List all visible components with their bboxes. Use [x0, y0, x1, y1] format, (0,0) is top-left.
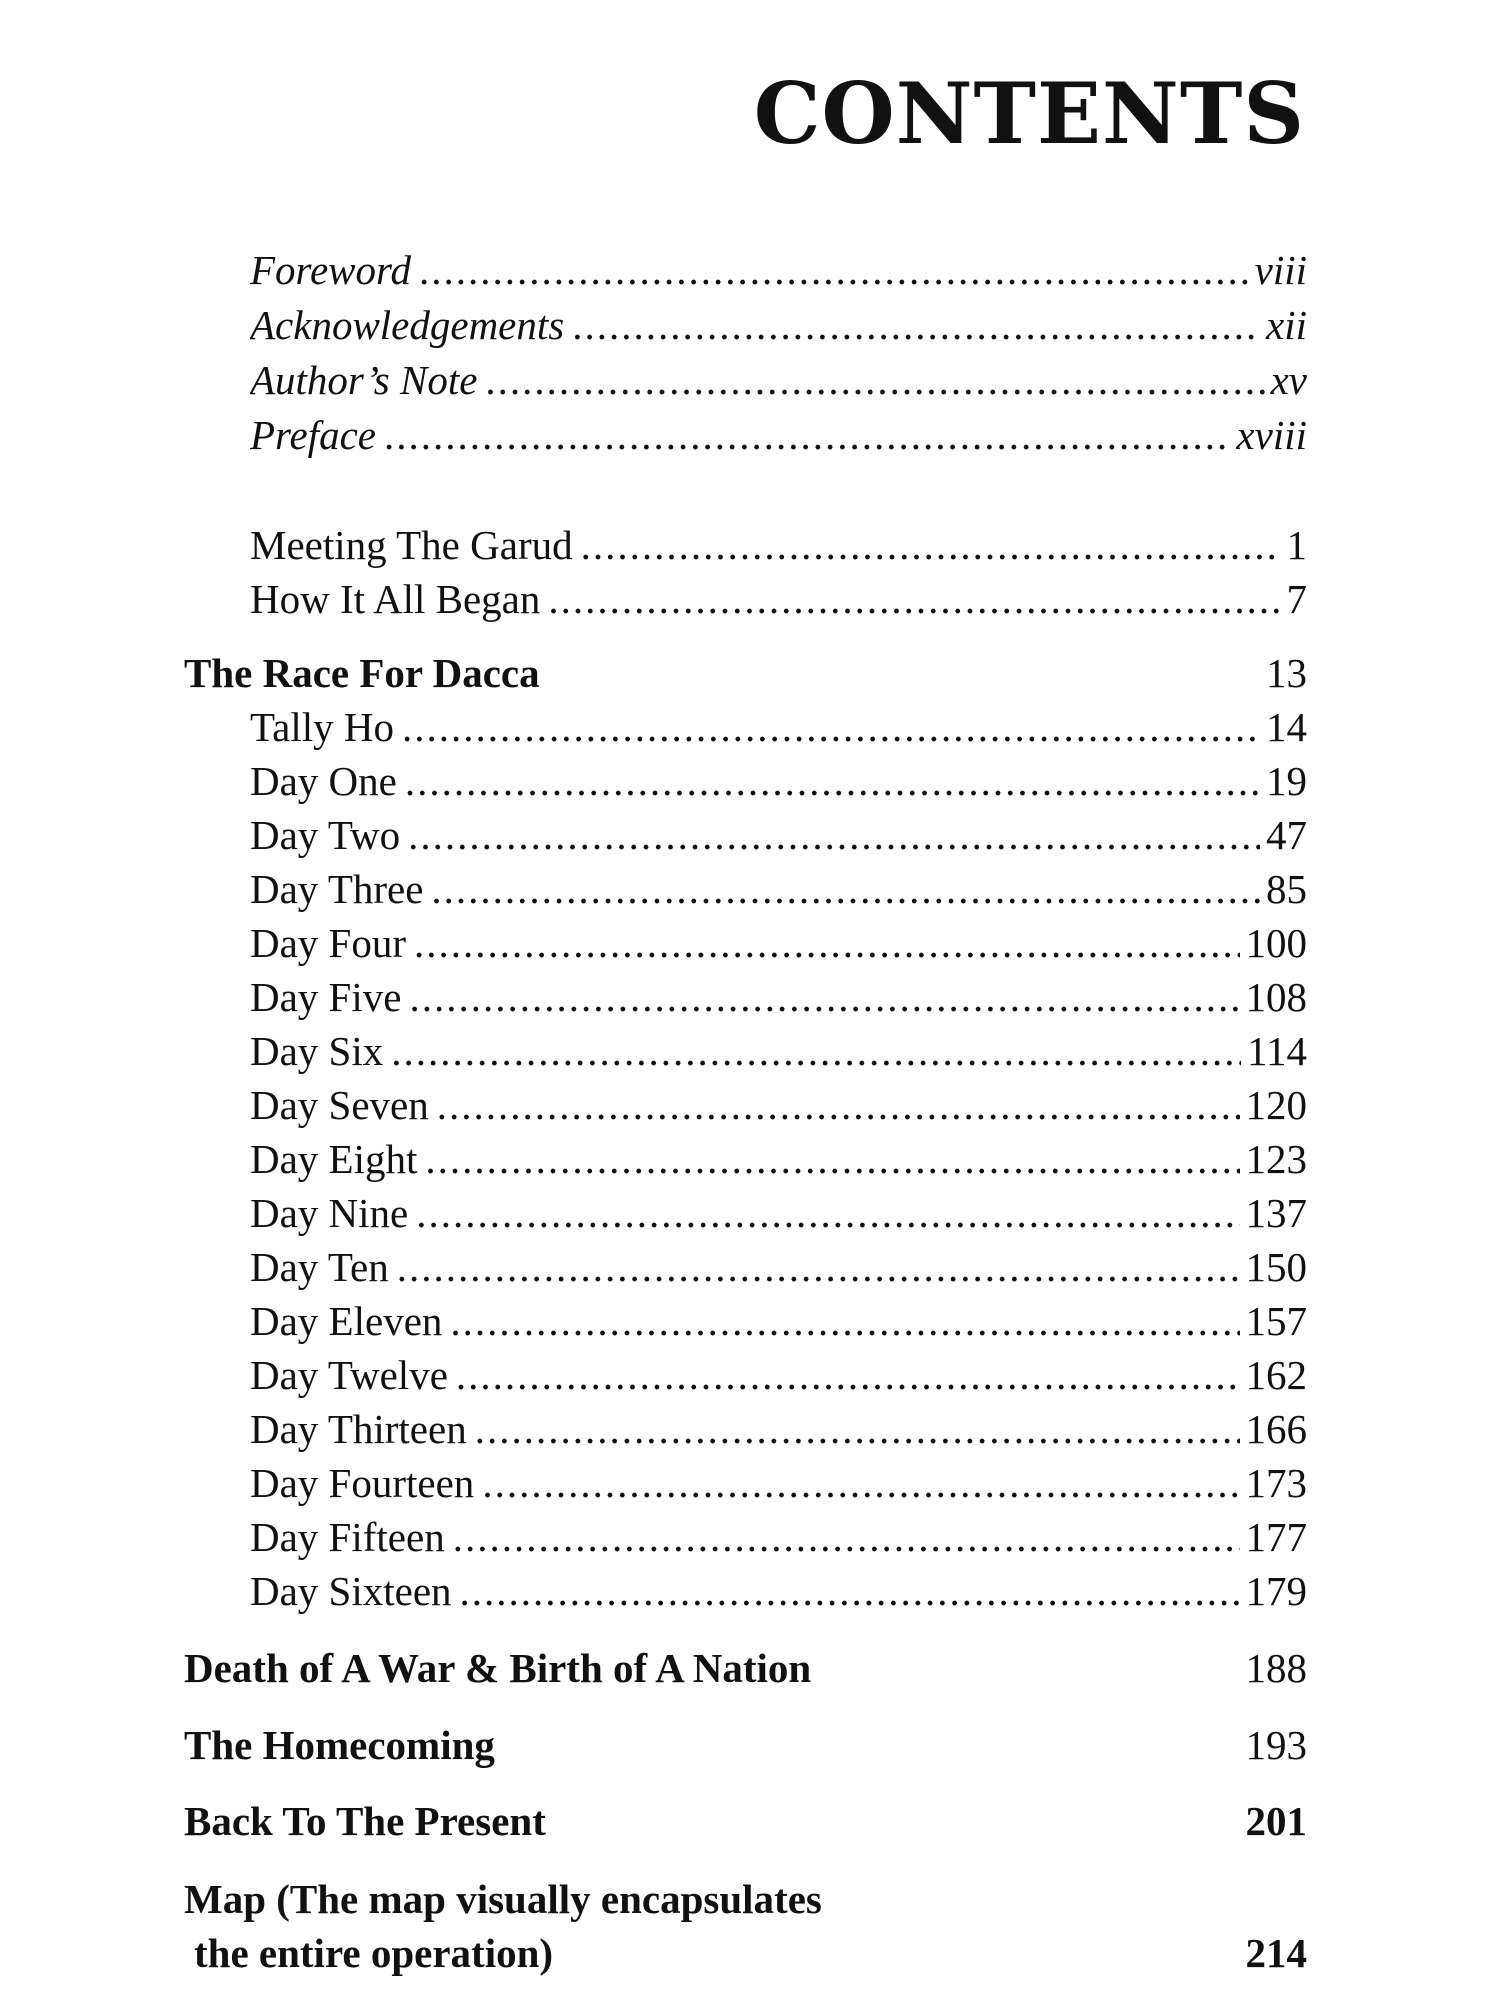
dot-leader: [460, 1564, 1240, 1618]
dot-leader: [397, 1240, 1240, 1294]
toc-entry-day-twelve[interactable]: [250, 1348, 1307, 1402]
toc-entry-day-nine[interactable]: [250, 1186, 1307, 1240]
toc-entry-title: Meeting The Garud: [250, 522, 573, 568]
toc-page-number: 19: [1266, 758, 1307, 804]
toc-entry-day-two[interactable]: [250, 808, 1307, 862]
dot-leader: [482, 1456, 1239, 1510]
toc-page-number: viii: [1254, 247, 1307, 293]
toc-entry-title: Day Fifteen: [250, 1514, 445, 1560]
toc-entry-acknowledgements[interactable]: [250, 298, 1307, 352]
toc-entry-title: Author’s Note: [250, 357, 478, 403]
dot-leader: [572, 298, 1260, 352]
dot-leader: [475, 1402, 1240, 1456]
toc-entry-title: Day Eleven: [250, 1298, 443, 1344]
toc-page-number: 188: [1245, 1645, 1307, 1691]
toc-entry-title: Foreword: [250, 247, 411, 293]
toc-entry-day-ten[interactable]: [250, 1240, 1307, 1294]
toc-entry-day-five[interactable]: [250, 970, 1307, 1024]
dot-leader: [384, 408, 1230, 462]
toc-page-number: 123: [1245, 1136, 1307, 1182]
toc-entry-title: Tally Ho: [250, 704, 395, 750]
toc-page-number: 100: [1245, 920, 1307, 966]
toc-entry-title: Day Six: [250, 1028, 384, 1074]
toc-entry-meeting-the-garud[interactable]: [250, 518, 1307, 572]
dot-leader: [485, 353, 1264, 407]
toc-page-number: xviii: [1236, 412, 1307, 458]
toc-entry-day-thirteen[interactable]: [250, 1402, 1307, 1456]
toc-page-number: 150: [1245, 1244, 1307, 1290]
page-title: CONTENTS: [753, 64, 1305, 163]
toc-section-title: The Race For Dacca: [184, 650, 540, 696]
toc-page-number: 162: [1245, 1352, 1307, 1398]
toc-section-homecoming[interactable]: [184, 1718, 1307, 1772]
toc-page-number: 179: [1245, 1568, 1307, 1614]
toc-entry-title: Acknowledgements: [250, 302, 565, 348]
dot-leader: [431, 862, 1260, 916]
dot-leader: [409, 970, 1239, 1024]
toc-entry-title: Day Sixteen: [250, 1568, 452, 1614]
dot-leader: [405, 754, 1260, 808]
toc-page-number: 201: [1245, 1798, 1307, 1844]
toc-page-number: 120: [1245, 1082, 1307, 1128]
toc-entry-title: How It All Began: [250, 576, 541, 622]
dot-leader: [416, 1186, 1239, 1240]
toc-entry-day-fourteen[interactable]: [250, 1456, 1307, 1510]
toc-entry-day-sixteen[interactable]: [250, 1564, 1307, 1618]
toc-page-number: xv: [1270, 357, 1307, 403]
dot-leader: [414, 916, 1239, 970]
toc-entry-title: Day Two: [250, 812, 401, 858]
dot-leader: [456, 1348, 1240, 1402]
toc-page-number: 137: [1245, 1190, 1307, 1236]
toc-entry-title: Day Twelve: [250, 1352, 448, 1398]
toc-page-number: 214: [1245, 1930, 1307, 1976]
toc-entry-title: Day Eight: [250, 1136, 418, 1182]
dot-leader: [437, 1078, 1240, 1132]
toc-entry-day-three[interactable]: [250, 862, 1307, 916]
toc-page-number: 1: [1286, 522, 1307, 568]
toc-entry-foreword[interactable]: [250, 243, 1307, 297]
toc-section-death-of-a-war[interactable]: [184, 1641, 1307, 1695]
toc-section-title-line: the entire operation): [194, 1930, 554, 1976]
toc-entry-authors-note[interactable]: [250, 353, 1307, 407]
toc-section-title: The Homecoming: [184, 1722, 495, 1768]
dot-leader: [402, 700, 1260, 754]
toc-entry-day-eight[interactable]: [250, 1132, 1307, 1186]
dot-leader: [581, 518, 1281, 572]
toc-page-number: 85: [1266, 866, 1307, 912]
toc-page-number: 47: [1266, 812, 1307, 858]
toc-page-number: 114: [1247, 1028, 1307, 1074]
dot-leader: [450, 1294, 1239, 1348]
toc-entry-title: Day Ten: [250, 1244, 389, 1290]
toc-entry-title: Day Three: [250, 866, 424, 912]
dot-leader: [425, 1132, 1239, 1186]
dot-leader: [419, 243, 1249, 297]
toc-entry-day-four[interactable]: [250, 916, 1307, 970]
toc-entry-tally-ho[interactable]: [250, 700, 1307, 754]
toc-page-number: 14: [1266, 704, 1307, 750]
toc-entry-title: Day Four: [250, 920, 407, 966]
toc-section-title-line: Map (The map visually encapsulates: [184, 1876, 822, 1922]
toc-entry-title: Day Nine: [250, 1190, 409, 1236]
dot-leader: [453, 1510, 1240, 1564]
toc-page-number: xii: [1266, 302, 1307, 348]
toc-entry-day-eleven[interactable]: [250, 1294, 1307, 1348]
toc-page-number: 166: [1245, 1406, 1307, 1452]
toc-section-map[interactable]: [184, 1872, 1307, 1980]
dot-leader: [548, 572, 1280, 626]
toc-entry-title: Preface: [250, 412, 376, 458]
toc-entry-day-six[interactable]: [250, 1024, 1307, 1078]
toc-page-number: 108: [1245, 974, 1307, 1020]
toc-entry-title: Day Thirteen: [250, 1406, 467, 1452]
toc-entry-day-seven[interactable]: [250, 1078, 1307, 1132]
toc-section-title-block: [184, 1872, 822, 1980]
toc-entry-title: Day Five: [250, 974, 402, 1020]
dot-leader: [391, 1024, 1241, 1078]
toc-entry-title: Day Fourteen: [250, 1460, 475, 1506]
toc-page-number: 173: [1245, 1460, 1307, 1506]
toc-section-title: Back To The Present: [184, 1798, 546, 1844]
toc-section-race-for-dacca[interactable]: [184, 646, 1307, 700]
toc-page-number: 7: [1286, 576, 1307, 622]
toc-entry-title: Day Seven: [250, 1082, 429, 1128]
toc-entry-day-one[interactable]: [250, 754, 1307, 808]
toc-entry-title: Day One: [250, 758, 397, 804]
toc-entry-how-it-all-began[interactable]: [250, 572, 1307, 626]
toc-page-number: 157: [1245, 1298, 1307, 1344]
toc-entry-preface[interactable]: [250, 408, 1307, 462]
toc-page-number: 13: [1266, 650, 1307, 696]
toc-page-number: 193: [1245, 1722, 1307, 1768]
toc-entry-day-fifteen[interactable]: [250, 1510, 1307, 1564]
toc-section-title: Death of A War & Birth of A Nation: [184, 1645, 812, 1691]
dot-leader: [408, 808, 1260, 862]
toc-section-back-to-present[interactable]: [184, 1794, 1307, 1848]
toc-page-number: 177: [1245, 1514, 1307, 1560]
